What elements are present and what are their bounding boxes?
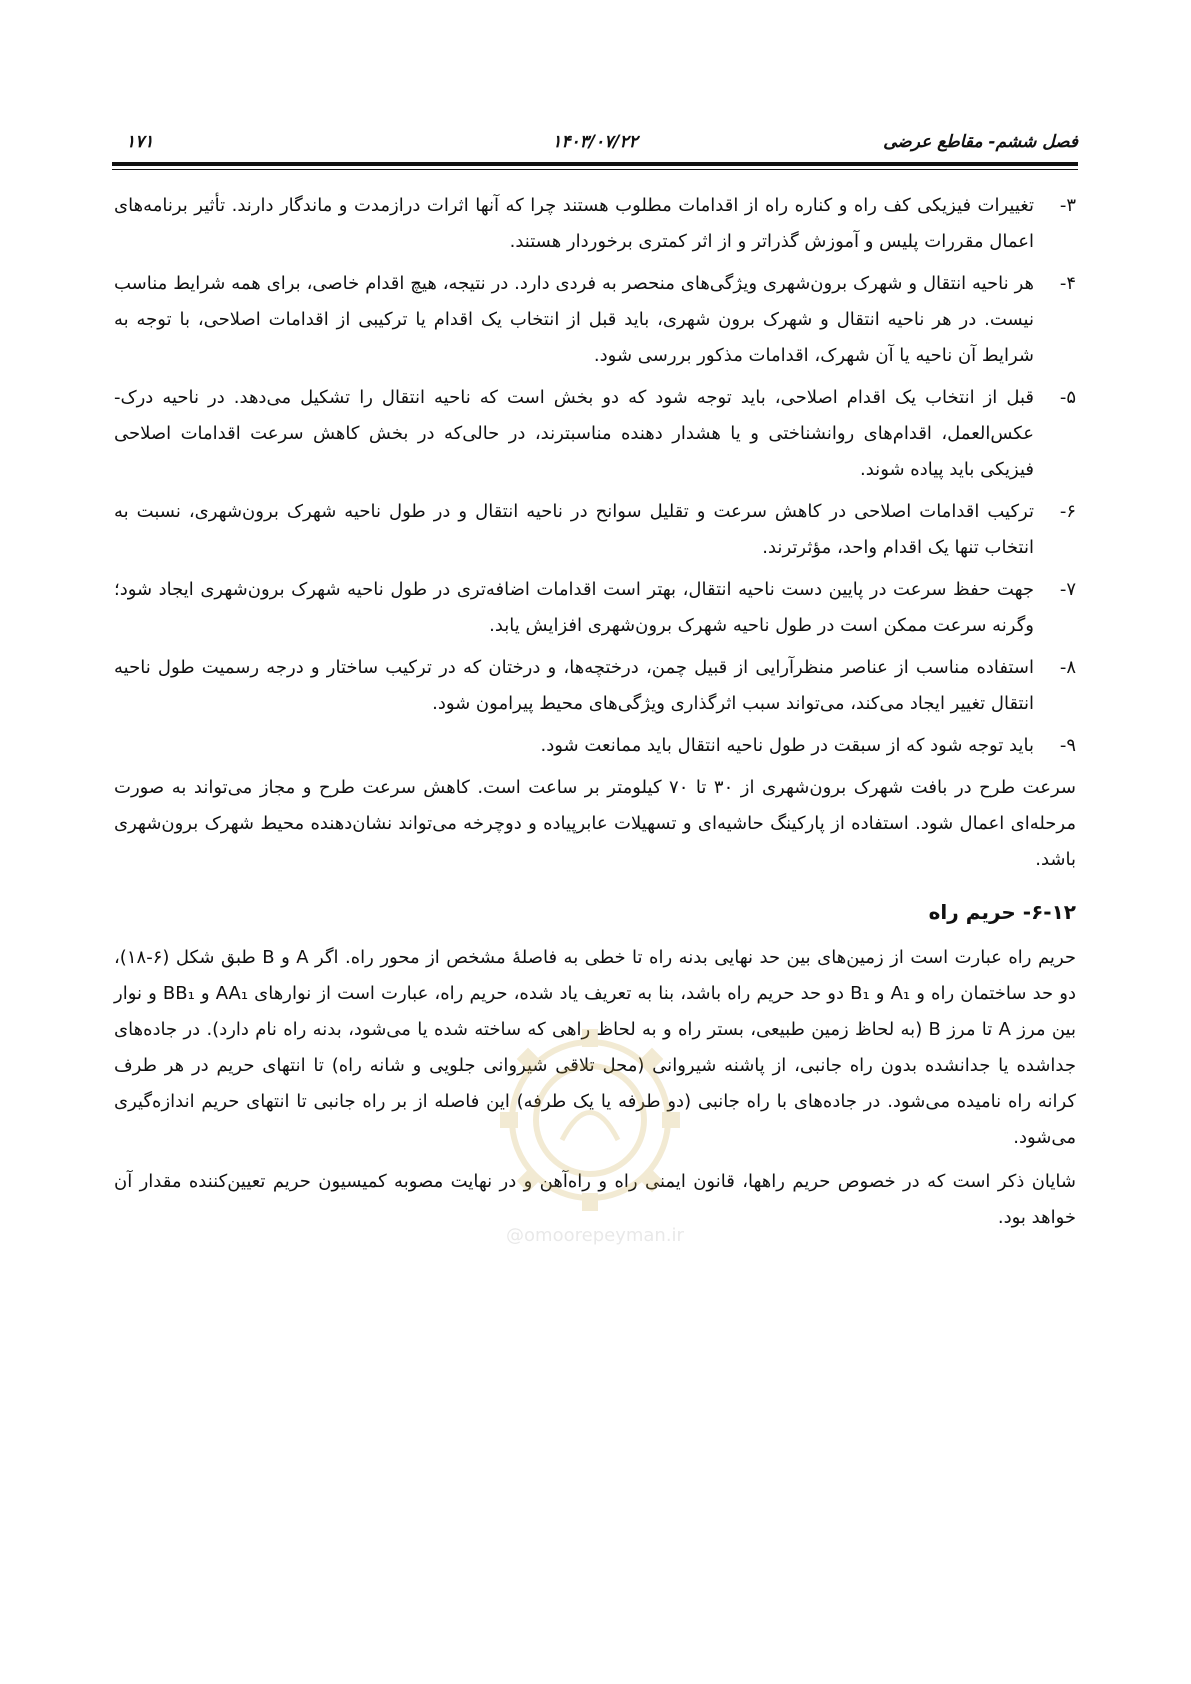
page-content [114, 188, 1076, 1244]
list-item [114, 266, 1076, 374]
list-item [114, 188, 1076, 260]
list-item-text: ترکیب اقدامات اصلاحی در کاهش سرعت و تقلیل سوانح در ناحیه انتقال و در طول ناحیه شهرک برون‌شهری، نسبت به انتخاب تنها یک اقدام واحد، مؤثرترند. [114, 501, 1034, 558]
list-item-number: ۳- [1059, 195, 1076, 216]
running-header [112, 128, 1078, 158]
header-rule-thick [112, 162, 1078, 166]
paragraph-right-of-way-law: شایان ذکر است که در خصوص حریم راهها، قانون ایمنی راه و راه‌آهن و در نهایت مصوبه کمیسیون حریم تعیین‌کننده مقدار آن خواهد بود. [114, 1171, 1076, 1228]
list-item-number: ۹- [1059, 735, 1076, 756]
header-rule-thin [112, 169, 1078, 170]
header-date: ۱۴۰۳/۰۷/۲۲ [552, 132, 638, 152]
section-heading: ۶-۱۲- حریم راه [928, 900, 1076, 924]
list-item-number: ۸- [1059, 657, 1076, 678]
list-item-text: باید توجه شود که از سبقت در طول ناحیه انتقال باید ممانعت شود. [540, 735, 1034, 756]
watermark-text: @omoorepeyman.ir [506, 1225, 684, 1246]
list-item [114, 572, 1076, 644]
list-item-number: ۶- [1059, 501, 1076, 522]
list-item [114, 650, 1076, 722]
list-item-number: ۵- [1059, 387, 1076, 408]
list-item-text: تغییرات فیزیکی کف راه و کناره راه از اقدامات مطلوب هستند چرا که آنها اثرات درازمدت و ماندگار دارند. تأثیر برنامه‌های اعمال مقررات پلیس و آموزش گذراتر و از اثر کمتری برخوردار هستند. [114, 195, 1034, 252]
paragraph-design-speed: سرعت طرح در بافت شهرک برون‌شهری از ۳۰ تا ۷۰ کیلومتر بر ساعت است. کاهش سرعت طرح و مجاز می‌تواند به صورت مرحله‌ای اعمال شود. استفاده از پارکینگ حاشیه‌ای و تسهیلات عابرپیاده و دوچرخه می‌تواند نشان‌دهنده محیط شهرک برون‌شهری باشد. [114, 777, 1076, 870]
list-item [114, 494, 1076, 566]
chapter-title: فصل ششم- مقاطع عرضی [883, 132, 1078, 152]
list-item [114, 380, 1076, 488]
page-number: ۱۷۱ [126, 132, 154, 152]
list-item-number: ۷- [1059, 579, 1076, 600]
list-item-text: قبل از انتخاب یک اقدام اصلاحی، باید توجه شود که دو بخش است که ناحیه انتقال را تشکیل می‌دهد. در ناحیه درک-عکس‌العمل، اقدام‌های روانشناختی و یا هشدار دهنده مناسبترند، در حالی‌که در بخش کاهش سرعت اقدامات اصلاحی فیزیکی باید پیاده شوند. [114, 387, 1034, 480]
list-item-text: استفاده مناسب از عناصر منظرآرایی از قبیل چمن، درختچه‌ها، و درختان که در ترکیب ساختار و درجه رسمیت طول ناحیه انتقال تغییر ایجاد می‌کند، می‌تواند سبب اثرگذاری ویژگی‌های محیط پیرامون شود. [114, 657, 1034, 714]
list-item-text: هر ناحیه انتقال و شهرک برون‌شهری ویژگی‌های منحصر به فردی دارد. در نتیجه، هیچ اقدام خاصی، برای همه شرایط مناسب نیست. در هر ناحیه انتقال و شهرک برون شهری، باید قبل از انتخاب یک اقدام یا ترکیبی از اقدامات اصلاحی، با توجه به شرایط آن ناحیه یا آن شهرک، اقدامات مذکور بررسی شود. [114, 273, 1034, 366]
list-item-text: جهت حفظ سرعت در پایین دست ناحیه انتقال، بهتر است اقدامات اضافه‌تری در طول ناحیه شهرک برون‌شهری ایجاد شود؛ وگرنه سرعت ممکن است در طول ناحیه شهرک برون‌شهری افزایش یابد. [114, 579, 1034, 636]
list-item [114, 728, 1076, 764]
list-item-number: ۴- [1059, 273, 1076, 294]
paragraph-right-of-way-definition: حریم راه عبارت است از زمین‌های بین حد نهایی بدنه راه تا خطی به فاصلهٔ مشخص از محور راه. اگر A و B طبق شکل (۶-۱۸)، دو حد ساختمان راه و A₁ و B₁ دو حد حریم راه باشد، بنا به تعریف یاد شده، حریم راه، عبارت است از نوارهای AA₁ و BB₁ و نوار بین مرز A تا مرز B (به لحاظ زمین طبیعی، بستر راه و به لحاظ راهی که ساخته شده یا می‌شود، بدنه راه نام دارد). در جاده‌های جداشده یا جدانشده بدون راه جانبی، از پاشنه شیروانی (محل تلاقی شیروانی جلویی و شانه راه) تا انتهای حریم در هر طرف کرانه راه نامیده می‌شود. در جاده‌های با راه جانبی (دو طرفه یا یک طرفه) این فاصله از بر راه جانبی تا انتهای حریم اندازه‌گیری می‌شود. [114, 947, 1076, 1148]
